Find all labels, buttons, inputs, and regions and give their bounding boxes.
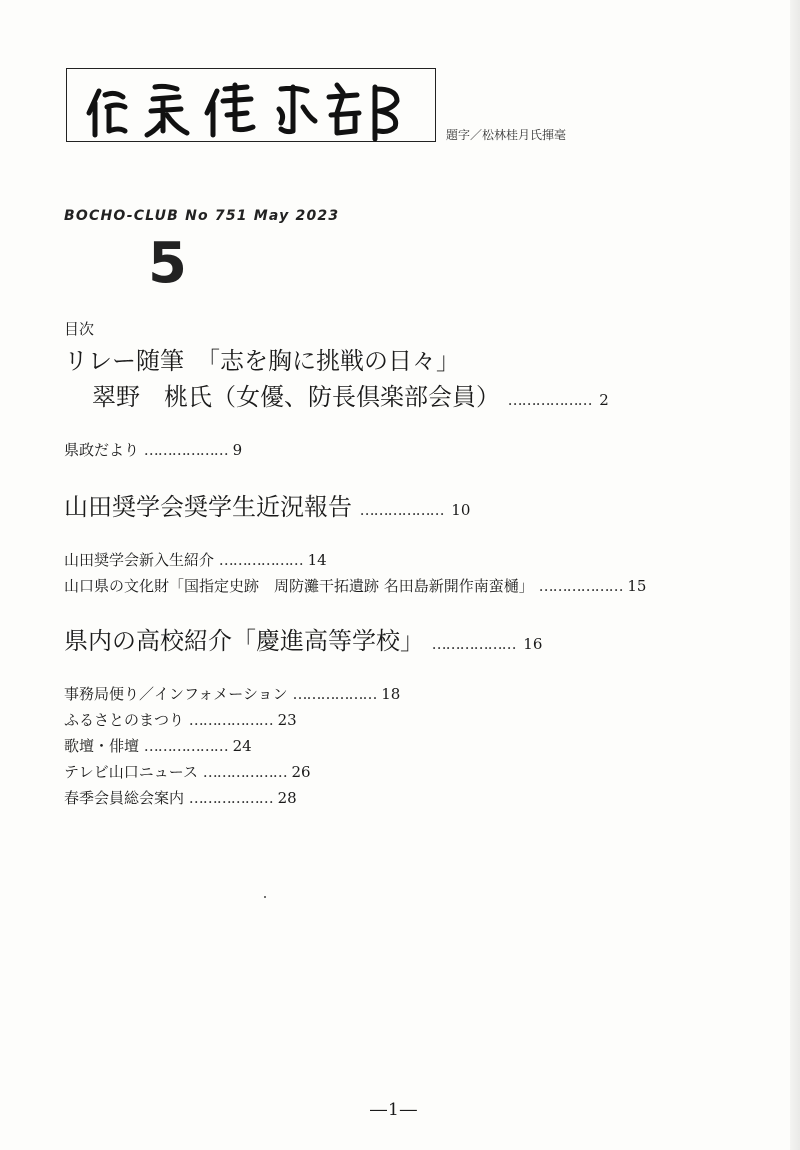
page-number: 9 — [232, 441, 243, 459]
toc-entry-title: テレビ山口ニュース — [64, 763, 198, 781]
toc-entry-scholarship-report[interactable] — [64, 492, 470, 525]
toc-entry-new-students[interactable] — [64, 550, 327, 570]
leader-dots: ……………… — [143, 737, 228, 755]
toc-entry-prefecture-news[interactable] — [64, 440, 242, 460]
toc-entry-title: ふるさとのまつり — [64, 711, 185, 729]
page-edge — [790, 0, 800, 1150]
toc-entry-title: 県政だより — [64, 441, 140, 459]
leader-dots: ……………… — [359, 501, 444, 519]
page-number: 15 — [627, 577, 647, 595]
toc-entry-title: 歌壇・俳壇 — [64, 737, 140, 755]
page-number: 23 — [277, 711, 297, 729]
page-number: 24 — [232, 737, 252, 755]
calligraphy-signature — [67, 69, 437, 143]
page-number: 16 — [523, 635, 543, 653]
toc-entry-cultural-property[interactable] — [64, 576, 646, 596]
toc-entry-title: 山田奨学会奨学生近況報告 — [64, 493, 352, 521]
leader-dots: ……………… — [292, 685, 377, 703]
toc-entry-title: 春季会員総会案内 — [64, 789, 185, 807]
toc-entry-title: 県内の高校紹介「慶進高等学校」 — [64, 627, 424, 655]
leader-dots: ……………… — [538, 577, 623, 595]
toc-entry-general-meeting[interactable] — [64, 788, 297, 808]
toc-entry-relay-essay-author[interactable] — [92, 382, 609, 415]
page-number: 26 — [291, 763, 311, 781]
calligraphy-credit: 題字／松林桂月氏揮毫 — [446, 128, 567, 142]
toc-entry-relay-essay[interactable] — [64, 346, 460, 376]
leader-dots: ……………… — [202, 763, 287, 781]
toc-entry-poetry[interactable] — [64, 736, 252, 756]
leader-dots: ……………… — [188, 789, 273, 807]
leader-dots: ……………… — [143, 441, 228, 459]
toc-entry-title: 山田奨学会新入生紹介 — [64, 551, 215, 569]
toc-entry-high-school[interactable] — [64, 626, 542, 659]
leader-dots: ……………… — [431, 635, 516, 653]
toc-entry-hometown-festival[interactable] — [64, 710, 297, 730]
page-number: 2 — [599, 391, 609, 409]
page-number: 28 — [277, 789, 297, 807]
toc-entry-title: 事務局便り／インフォメーション — [64, 685, 288, 703]
issue-month: 5 — [148, 231, 187, 296]
page-number: 18 — [381, 685, 401, 703]
leader-dots: ……………… — [188, 711, 273, 729]
page-number: 10 — [451, 501, 471, 519]
toc-entry-office-news[interactable] — [64, 684, 400, 704]
toc-entry-title: 翠野 桃氏（女優、防長倶楽部会員） — [92, 383, 500, 411]
leader-dots: ……………… — [507, 391, 592, 409]
masthead-logo — [66, 68, 436, 142]
page-number: 14 — [307, 551, 327, 569]
toc-entry-tv-news[interactable] — [64, 762, 311, 782]
toc-entry-title: 山口県の文化財「国指定史跡 周防灘干拓遺跡 名田島新開作南蛮樋」 — [64, 577, 534, 595]
issue-line: BOCHO-CLUB No 751 May 2023 — [64, 208, 340, 224]
toc-entry-title: リレー随筆 「志を胸に挑戦の日々」 — [64, 347, 460, 375]
toc-label: 目次 — [64, 320, 95, 338]
stray-mark — [264, 896, 266, 898]
page-folio: ―1― — [370, 1100, 418, 1120]
leader-dots: ……………… — [218, 551, 303, 569]
